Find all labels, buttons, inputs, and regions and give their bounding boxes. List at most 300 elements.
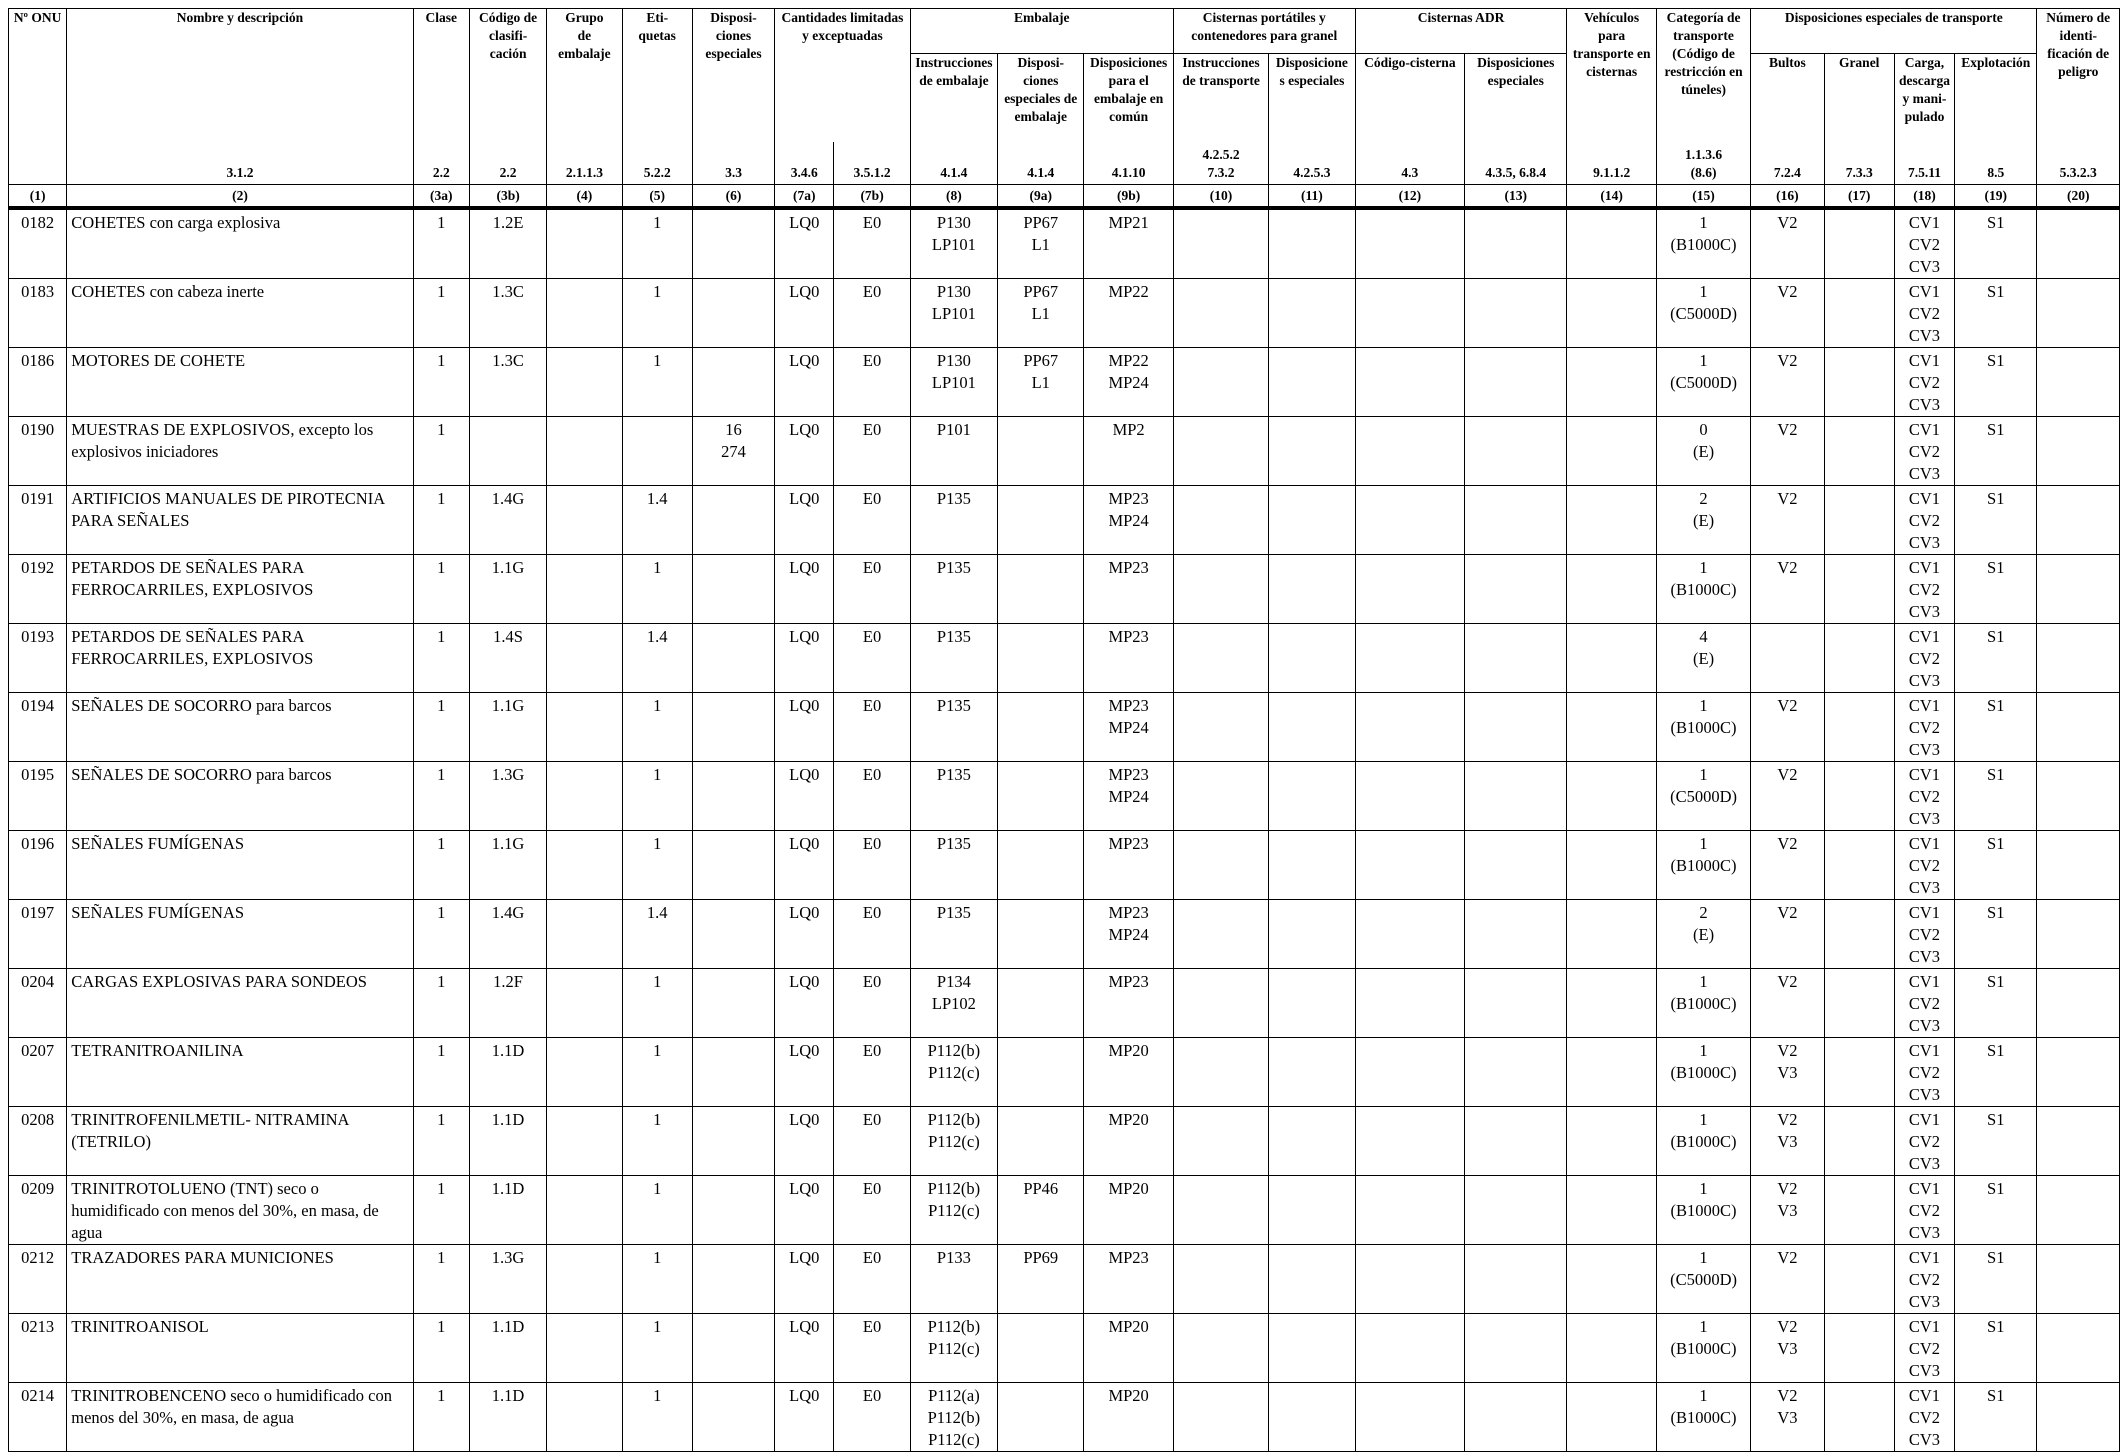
name-description-cell: ARTIFICIOS MANUALES DE PIROTECNIA PARA SEÑALES [67,486,413,555]
table-cell: 1.1D [469,1038,546,1107]
table-cell [1269,555,1355,624]
section-reference-cell: 2.1.1.3 [547,142,622,185]
onu-number-cell: 0182 [9,208,67,279]
table-cell: V2 [1751,208,1824,279]
name-description-cell: SEÑALES DE SOCORRO para barcos [67,762,413,831]
table-cell: 2 (E) [1656,900,1750,969]
table-cell [1355,1245,1464,1314]
table-cell [692,208,774,279]
table-cell: 1.4 [622,486,692,555]
table-cell [1355,693,1464,762]
table-cell [1567,969,1656,1038]
table-cell [1465,279,1567,348]
table-cell: 1 [622,279,692,348]
table-cell [998,1107,1084,1176]
table-cell [1173,831,1268,900]
column-number-cell: (7a) [775,185,834,209]
table-cell: 1 [622,1383,692,1452]
table-cell [692,969,774,1038]
table-cell [692,279,774,348]
column-number-cell: (18) [1894,185,1954,209]
table-cell [1173,1038,1268,1107]
table-cell: 1.1G [469,831,546,900]
column-number-cell: (14) [1567,185,1656,209]
onu-number-cell: 0186 [9,348,67,417]
table-cell [1824,1383,1894,1452]
table-cell: 1.1G [469,555,546,624]
table-cell: P112(b) P112(c) [910,1038,997,1107]
table-cell: LQ0 [775,624,834,693]
column-number-cell: (5) [622,185,692,209]
table-cell: S1 [1955,417,2037,486]
table-cell [1355,762,1464,831]
table-cell [1465,693,1567,762]
table-cell [1269,624,1355,693]
table-cell: V2 [1751,417,1824,486]
table-cell [1567,417,1656,486]
table-cell: 1.2E [469,208,546,279]
table-cell [1269,900,1355,969]
table-cell: 1 (B1000C) [1656,555,1750,624]
table-cell [1567,1383,1656,1452]
table-cell [1567,1314,1656,1383]
table-cell: 1 (B1000C) [1656,1383,1750,1452]
table-cell: E0 [834,1245,910,1314]
table-cell: CV1 CV2 CV3 [1894,624,1954,693]
onu-number-cell: 0213 [9,1314,67,1383]
table-cell: 1.1D [469,1176,546,1245]
table-cell: LQ0 [775,831,834,900]
table-cell: LQ0 [775,208,834,279]
table-cell: 1 [413,417,469,486]
name-description-cell: PETARDOS DE SEÑALES PARA FERROCARRILES, EXPLOSIVOS [67,555,413,624]
name-description-cell: SEÑALES FUMÍGENAS [67,831,413,900]
table-cell [1355,1176,1464,1245]
table-cell [1465,1383,1567,1452]
table-cell [1824,831,1894,900]
section-reference-cell: 7.2.4 [1751,142,1824,185]
table-cell: 1 [413,1383,469,1452]
table-cell: 1 [622,1176,692,1245]
table-cell: P101 [910,417,997,486]
table-cell [1355,831,1464,900]
onu-number-cell: 0214 [9,1383,67,1452]
onu-number-cell: 0195 [9,762,67,831]
table-cell [1173,693,1268,762]
section-reference-cell: 2.2 [469,142,546,185]
table-cell [2037,1107,2120,1176]
table-cell: 1 [413,1038,469,1107]
table-cell [1173,1245,1268,1314]
table-cell [1465,555,1567,624]
table-cell: MP22 MP24 [1084,348,1173,417]
table-cell [1465,486,1567,555]
section-reference-cell: 3.3 [692,142,774,185]
table-cell: S1 [1955,1245,2037,1314]
table-cell: E0 [834,831,910,900]
table-cell: 1 (B1000C) [1656,831,1750,900]
table-cell: LQ0 [775,900,834,969]
table-cell [547,486,622,555]
table-cell: 1 [413,279,469,348]
section-reference-cell: 4.3 [1355,142,1464,185]
column-number-cell: (16) [1751,185,1824,209]
table-cell: 1 [413,208,469,279]
section-reference-cell: 4.1.4 [998,142,1084,185]
table-cell: S1 [1955,1383,2037,1452]
table-cell: 2 (E) [1656,486,1750,555]
table-cell: MP20 [1084,1038,1173,1107]
name-description-cell: MOTORES DE COHETE [67,348,413,417]
table-cell: P130 LP101 [910,279,997,348]
onu-number-cell: 0194 [9,693,67,762]
section-reference-cell: 8.5 [1955,142,2037,185]
table-cell [1173,555,1268,624]
table-cell [1173,279,1268,348]
onu-number-cell: 0204 [9,969,67,1038]
table-cell [1824,1314,1894,1383]
table-cell [998,1383,1084,1452]
onu-number-cell: 0209 [9,1176,67,1245]
table-cell: S1 [1955,900,2037,969]
table-cell [2037,486,2120,555]
section-reference-cell: 3.5.1.2 [834,142,910,185]
table-cell: E0 [834,1314,910,1383]
table-cell: S1 [1955,279,2037,348]
table-cell: PP69 [998,1245,1084,1314]
table-cell: MP21 [1084,208,1173,279]
table-cell [547,348,622,417]
column-number-cell: (13) [1465,185,1567,209]
table-cell [547,1107,622,1176]
table-row [9,831,2120,900]
table-cell [1269,208,1355,279]
onu-number-cell: 0196 [9,831,67,900]
table-cell [547,1245,622,1314]
table-cell [1465,1107,1567,1176]
table-cell: 1 [413,693,469,762]
table-cell: P130 LP101 [910,348,997,417]
table-cell: CV1 CV2 CV3 [1894,693,1954,762]
table-cell: 1 [413,1107,469,1176]
table-row [9,555,2120,624]
table-cell [1173,762,1268,831]
onu-number-cell: 0190 [9,417,67,486]
column-number-cell: (8) [910,185,997,209]
table-row [9,624,2120,693]
table-cell [469,417,546,486]
table-cell [2037,969,2120,1038]
table-cell: S1 [1955,969,2037,1038]
table-cell [1567,1107,1656,1176]
table-cell: V2 [1751,762,1824,831]
table-cell [2037,555,2120,624]
table-cell [1269,279,1355,348]
table-cell [2037,900,2120,969]
table-cell: S1 [1955,693,2037,762]
table-row [9,1038,2120,1107]
table-cell: P135 [910,486,997,555]
table-cell: S1 [1955,208,2037,279]
table-cell: MP23 [1084,1245,1173,1314]
table-cell [1567,555,1656,624]
table-cell [2037,348,2120,417]
onu-number-cell: 0208 [9,1107,67,1176]
table-cell [692,900,774,969]
table-cell [1269,1314,1355,1383]
table-row [9,486,2120,555]
table-cell: 1.2F [469,969,546,1038]
table-cell [1269,762,1355,831]
table-cell: E0 [834,969,910,1038]
table-cell [547,208,622,279]
table-cell [2037,1176,2120,1245]
table-cell [998,762,1084,831]
table-cell [1824,486,1894,555]
table-cell: E0 [834,486,910,555]
table-cell [692,1314,774,1383]
column-number-cell: (9b) [1084,185,1173,209]
table-cell: LQ0 [775,762,834,831]
header-bultos: Bultos [1751,54,1824,143]
table-row [9,348,2120,417]
table-cell [1567,279,1656,348]
table-row [9,762,2120,831]
table-cell: LQ0 [775,417,834,486]
name-description-cell: MUESTRAS DE EXPLOSIVOS, excepto los explosivos iniciadores [67,417,413,486]
table-cell: 1 (C5000D) [1656,1245,1750,1314]
header-cp-instrucciones: Instrucciones de transporte [1173,54,1268,143]
table-cell: LQ0 [775,1245,834,1314]
table-cell [2037,1245,2120,1314]
table-cell: S1 [1955,555,2037,624]
table-cell [1355,1314,1464,1383]
table-cell [998,831,1084,900]
header-carga: Carga, descarga y mani- pulado [1894,54,1954,143]
table-cell: MP22 [1084,279,1173,348]
header-row-groups [9,9,2120,54]
table-cell [1567,762,1656,831]
table-cell [998,624,1084,693]
section-reference-cell: 4.2.5.2 7.3.2 [1173,142,1268,185]
table-cell: S1 [1955,1314,2037,1383]
table-cell [692,1038,774,1107]
table-cell: 0 (E) [1656,417,1750,486]
table-row [9,1176,2120,1245]
table-cell [998,486,1084,555]
table-cell: MP20 [1084,1176,1173,1245]
table-cell [692,624,774,693]
header-cisternas-portatiles: Cisternas portátiles y contenedores para granel [1173,9,1355,54]
header-peligro: Número de identi- ficación de peligro [2037,9,2120,143]
table-cell: V2 [1751,279,1824,348]
header-disposiciones: Disposi- ciones especiales [692,9,774,143]
table-cell: V2 V3 [1751,1038,1824,1107]
dangerous-goods-table [8,8,2120,1452]
column-number-cell: (12) [1355,185,1464,209]
table-cell [1824,279,1894,348]
table-cell [1269,831,1355,900]
header-emb-comun: Disposiciones para el embalaje en común [1084,54,1173,143]
table-cell: 1.1G [469,693,546,762]
table-cell [1355,624,1464,693]
header-row-references [9,142,2120,185]
table-cell: MP23 [1084,555,1173,624]
table-cell: 1.1D [469,1383,546,1452]
header-emb-disposiciones: Disposi- ciones especiales de embalaje [998,54,1084,143]
table-cell [547,1314,622,1383]
table-cell [998,1038,1084,1107]
table-cell: V2 V3 [1751,1107,1824,1176]
section-reference-cell [9,142,67,185]
table-cell [998,555,1084,624]
column-number-cell: (9a) [998,185,1084,209]
name-description-cell: SEÑALES FUMÍGENAS [67,900,413,969]
name-description-cell: TRINITROBENCENO seco o humidificado con menos del 30%, en masa, de agua [67,1383,413,1452]
header-cp-disposiciones: Disposicione s especiales [1269,54,1355,143]
section-reference-cell: 7.3.3 [1824,142,1894,185]
table-cell: 1 [413,486,469,555]
table-cell: CV1 CV2 CV3 [1894,831,1954,900]
table-cell: 1 (B1000C) [1656,969,1750,1038]
table-cell: E0 [834,279,910,348]
table-cell [1567,486,1656,555]
table-cell: E0 [834,762,910,831]
table-cell: E0 [834,624,910,693]
table-cell: S1 [1955,1038,2037,1107]
header-explotacion: Explotación [1955,54,2037,143]
table-cell [998,969,1084,1038]
table-cell [692,831,774,900]
table-cell: 1 (B1000C) [1656,1107,1750,1176]
header-vehiculos: Vehículos para transporte en cisternas [1567,9,1656,143]
table-cell [1355,1383,1464,1452]
table-cell [1355,555,1464,624]
table-cell [1173,348,1268,417]
table-cell [1824,1107,1894,1176]
table-cell: 1 (C5000D) [1656,762,1750,831]
table-cell: MP23 [1084,624,1173,693]
table-cell: 1 [622,969,692,1038]
table-cell: 1 [622,1038,692,1107]
table-cell [2037,208,2120,279]
table-cell: CV1 CV2 CV3 [1894,417,1954,486]
table-cell: V2 [1751,555,1824,624]
table-cell: CV1 CV2 CV3 [1894,208,1954,279]
table-cell: P130 LP101 [910,208,997,279]
table-cell: 1.4S [469,624,546,693]
table-cell [547,1038,622,1107]
table-row [9,1245,2120,1314]
table-cell [1824,900,1894,969]
table-cell: 1 (C5000D) [1656,348,1750,417]
table-cell: 1 (B1000C) [1656,693,1750,762]
table-cell [2037,1314,2120,1383]
table-cell: MP20 [1084,1383,1173,1452]
table-cell [692,1176,774,1245]
table-cell [1465,1245,1567,1314]
table-cell: E0 [834,348,910,417]
table-cell: E0 [834,1038,910,1107]
table-cell [692,1245,774,1314]
table-cell [547,693,622,762]
table-cell [1824,1038,1894,1107]
table-cell [1567,693,1656,762]
table-cell [1173,1383,1268,1452]
column-number-cell: (3b) [469,185,546,209]
column-number-cell: (3a) [413,185,469,209]
column-number-cell: (1) [9,185,67,209]
table-cell: P112(a) P112(b) P112(c) [910,1383,997,1452]
table-cell: LQ0 [775,486,834,555]
column-number-cell: (20) [2037,185,2120,209]
table-cell [1355,208,1464,279]
table-cell: 1.4G [469,486,546,555]
table-cell [1269,693,1355,762]
table-cell [1465,969,1567,1038]
section-reference-cell: 4.1.10 [1084,142,1173,185]
table-cell: 1 [622,1245,692,1314]
table-cell: E0 [834,417,910,486]
table-cell: E0 [834,1107,910,1176]
table-cell: S1 [1955,348,2037,417]
table-cell [547,900,622,969]
header-name: Nombre y descripción [67,9,413,143]
table-cell [1465,417,1567,486]
header-grupo: Grupo de embalaje [547,9,622,143]
table-cell: MP23 MP24 [1084,762,1173,831]
table-cell [1824,762,1894,831]
table-cell: 1 [413,1245,469,1314]
header-disposiciones-transporte: Disposiciones especiales de transporte [1751,9,2037,54]
section-reference-cell: 5.3.2.3 [2037,142,2120,185]
onu-number-cell: 0212 [9,1245,67,1314]
column-number-cell: (7b) [834,185,910,209]
header-emb-instrucciones: Instrucciones de embalaje [910,54,997,143]
table-cell: 1 [413,348,469,417]
table-cell [2037,1383,2120,1452]
table-cell [692,486,774,555]
table-cell [1173,624,1268,693]
table-cell: 1 [622,1107,692,1176]
table-cell: S1 [1955,1176,2037,1245]
table-cell: P112(b) P112(c) [910,1107,997,1176]
table-cell: 1 [622,762,692,831]
table-cell [1567,1038,1656,1107]
table-cell [1269,1107,1355,1176]
table-cell [1173,1314,1268,1383]
table-cell: 1.1D [469,1314,546,1383]
table-cell: 1 [622,693,692,762]
table-cell: V2 [1751,831,1824,900]
column-number-cell: (6) [692,185,774,209]
table-cell: E0 [834,1383,910,1452]
table-cell [1355,417,1464,486]
table-cell: S1 [1955,1107,2037,1176]
table-cell [1824,624,1894,693]
table-cell: P135 [910,693,997,762]
section-reference-cell: 7.5.11 [1894,142,1954,185]
table-cell: CV1 CV2 CV3 [1894,486,1954,555]
table-cell [998,1314,1084,1383]
table-cell [1269,348,1355,417]
table-cell: LQ0 [775,555,834,624]
table-cell [1355,1107,1464,1176]
table-cell: V2 [1751,486,1824,555]
table-row [9,417,2120,486]
table-cell: P112(b) P112(c) [910,1176,997,1245]
table-cell: LQ0 [775,348,834,417]
